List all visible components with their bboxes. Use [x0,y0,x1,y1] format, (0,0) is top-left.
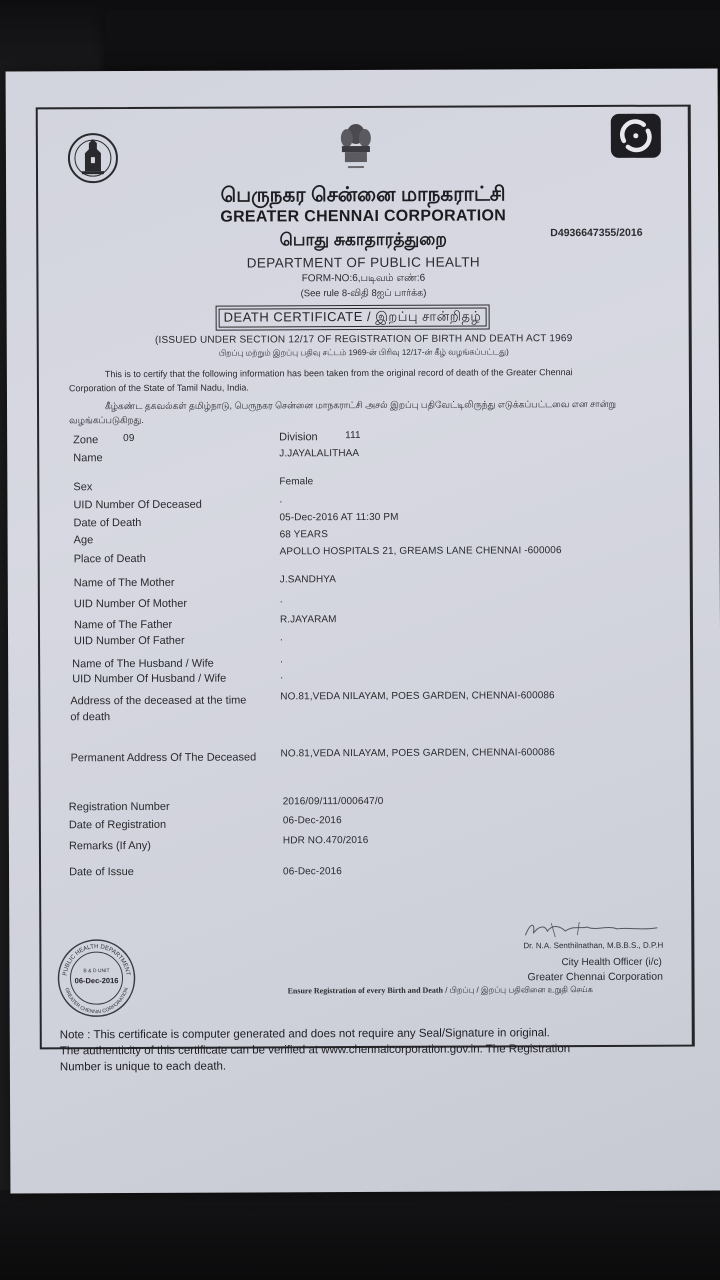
place-of-death-label: Place of Death [73,552,146,566]
address-label-line-1: Address of the deceased at the time [70,694,247,708]
uid-mother-value: . [279,594,283,606]
note-line-1: Note : This certificate is computer generated and does not require any Seal/Signature in original. [59,1027,550,1042]
address-value: NO.81,VEDA NILAYAM, POES GARDEN, CHENNAI-600086 [280,690,555,703]
father-label: Name of The Father [73,618,173,632]
ashoka-emblem-icon [336,120,376,176]
ensure-english: Ensure Registration of every Birth and Death [287,985,443,996]
sex-label: Sex [73,481,93,494]
signatory-organization: Greater Chennai Corporation [527,970,663,984]
spouse-label: Name of The Husband / Wife [72,657,214,671]
name-label: Name [73,452,103,465]
subtitle-tamil: பொது சுகாதாரத்துறை [279,229,447,250]
certificate-paper [6,68,720,1193]
certify-line-2: Corporation of the State of Tamil Nadu, India. [68,382,249,394]
uid-spouse-value: . [280,670,284,682]
title-english: GREATER CHENNAI CORPORATION [220,207,507,226]
uid-deceased-value: . [279,494,283,506]
date-of-issue-label: Date of Issue [69,866,134,879]
zone-value: 09 [123,432,135,445]
certificate-title: DEATH CERTIFICATE / இறப்பு சான்றிதழ் [219,307,487,327]
form-number: FORM-NO:6,படிவம் எண்:6 [301,272,426,285]
date-of-issue-value: 06-Dec-2016 [283,866,342,878]
place-of-death-value: APOLLO HOSPITALS 21, GREAMS LANE CHENNAI -600006 [279,545,562,558]
signature-icon [521,919,661,942]
note-line-3: Number is unique to each death. [59,1060,227,1074]
tamil-nadu-emblem-icon [66,131,120,185]
permanent-address-label: Permanent Address Of The Deceased [70,751,257,765]
address-label-line-2: of death [70,711,111,724]
certify-tamil-line-1: கீழ்கண்ட தகவல்கள் தமிழ்நாடு, பெருநகர சென்னை மாநகராட்சி அசல் இறப்பு பதிவேட்டிலிருந்து எடுக்கப்பட்டவை என சான்று [104,398,617,412]
issued-under-tamil: பிறப்பு மற்றும் இறப்பு பதிவு சட்டம் 1969-ன் பிரிவு 12/17-ன் கீழ் வழங்கப்பட்டது) [218,347,509,358]
signatory-name: Dr. N.A. Senthilnathan, M.B.B.S., D.P.H [523,940,664,951]
scan-background-bottom [0,1190,720,1280]
name-value: J.JAYALALITHAA [279,448,360,460]
mother-label: Name of The Mother [73,576,175,590]
date-of-registration-label: Date of Registration [68,818,167,832]
registration-number-label: Registration Number [68,800,170,814]
mother-value: J.SANDHYA [279,574,337,586]
age-label: Age [73,534,94,547]
rule-reference: (See rule 8-விதி 8ஐப் பார்க்க) [300,287,427,300]
zone-label: Zone [73,434,99,447]
age-value: 68 YEARS [279,529,329,541]
uid-deceased-label: UID Number Of Deceased [73,498,202,512]
remarks-value: HDR NO.470/2016 [282,834,369,847]
signatory-title: City Health Officer (i/c) [561,956,662,969]
date-of-registration-value: 06-Dec-2016 [282,815,342,827]
date-of-death-label: Date of Death [73,516,142,530]
spouse-value: . [280,654,284,666]
note-line-2: The authenticity of this certificate can be verified at www.chennaicorporation.gov.in. The Registration [59,1043,571,1058]
certificate-frame [36,105,695,1074]
date-of-death-value: 05-Dec-2016 AT 11:30 PM [279,511,399,524]
uid-father-label: UID Number Of Father [74,634,185,648]
issued-under: (ISSUED UNDER SECTION 12/17 OF REGISTRATION OF BIRTH AND DEATH ACT 1969 [154,333,573,346]
seal-unit: B & D UNIT [83,968,110,975]
ensure-tamil: / பிறப்பு / இறப்பு பதிவினை உறுதி செய்க [442,985,593,995]
official-seal-icon [55,937,137,1019]
uid-spouse-label: UID Number Of Husband / Wife [72,672,227,686]
registration-number-value: 2016/09/111/000647/0 [282,795,384,808]
division-value: 111 [345,430,361,442]
department-title: DEPARTMENT OF PUBLIC HEALTH [246,254,481,271]
corporation-logo-icon [610,113,662,159]
division-label: Division [279,431,318,444]
uid-mother-label: UID Number Of Mother [73,597,187,611]
father-value: R.JAYARAM [279,614,337,626]
seal-bottom-text: GREATER CHENNAI CORPORATION [63,986,130,1016]
ensure-registration [288,985,593,996]
seal-ring-text: PUBLIC HEALTH DEPARTMENT [62,944,131,977]
sex-value: Female [279,476,314,488]
permanent-address-value: NO.81,VEDA NILAYAM, POES GARDEN, CHENNAI-600086 [280,747,555,760]
seal-date: 06-Dec-2016 [74,976,119,986]
uid-father-value: . [280,632,283,644]
certify-line-1: This is to certify that the following information has been taken from the original record of death of the Greater Chennai [104,367,573,380]
remarks-label: Remarks (If Any) [68,839,151,853]
certify-tamil-line-2: வழங்கப்படுகிறது. [69,414,144,426]
title-tamil: பெருநகர சென்னை மாநகராட்சி [220,183,506,207]
reference-number: D4936647355/2016 [550,226,643,240]
certificate-note [60,1025,680,1076]
